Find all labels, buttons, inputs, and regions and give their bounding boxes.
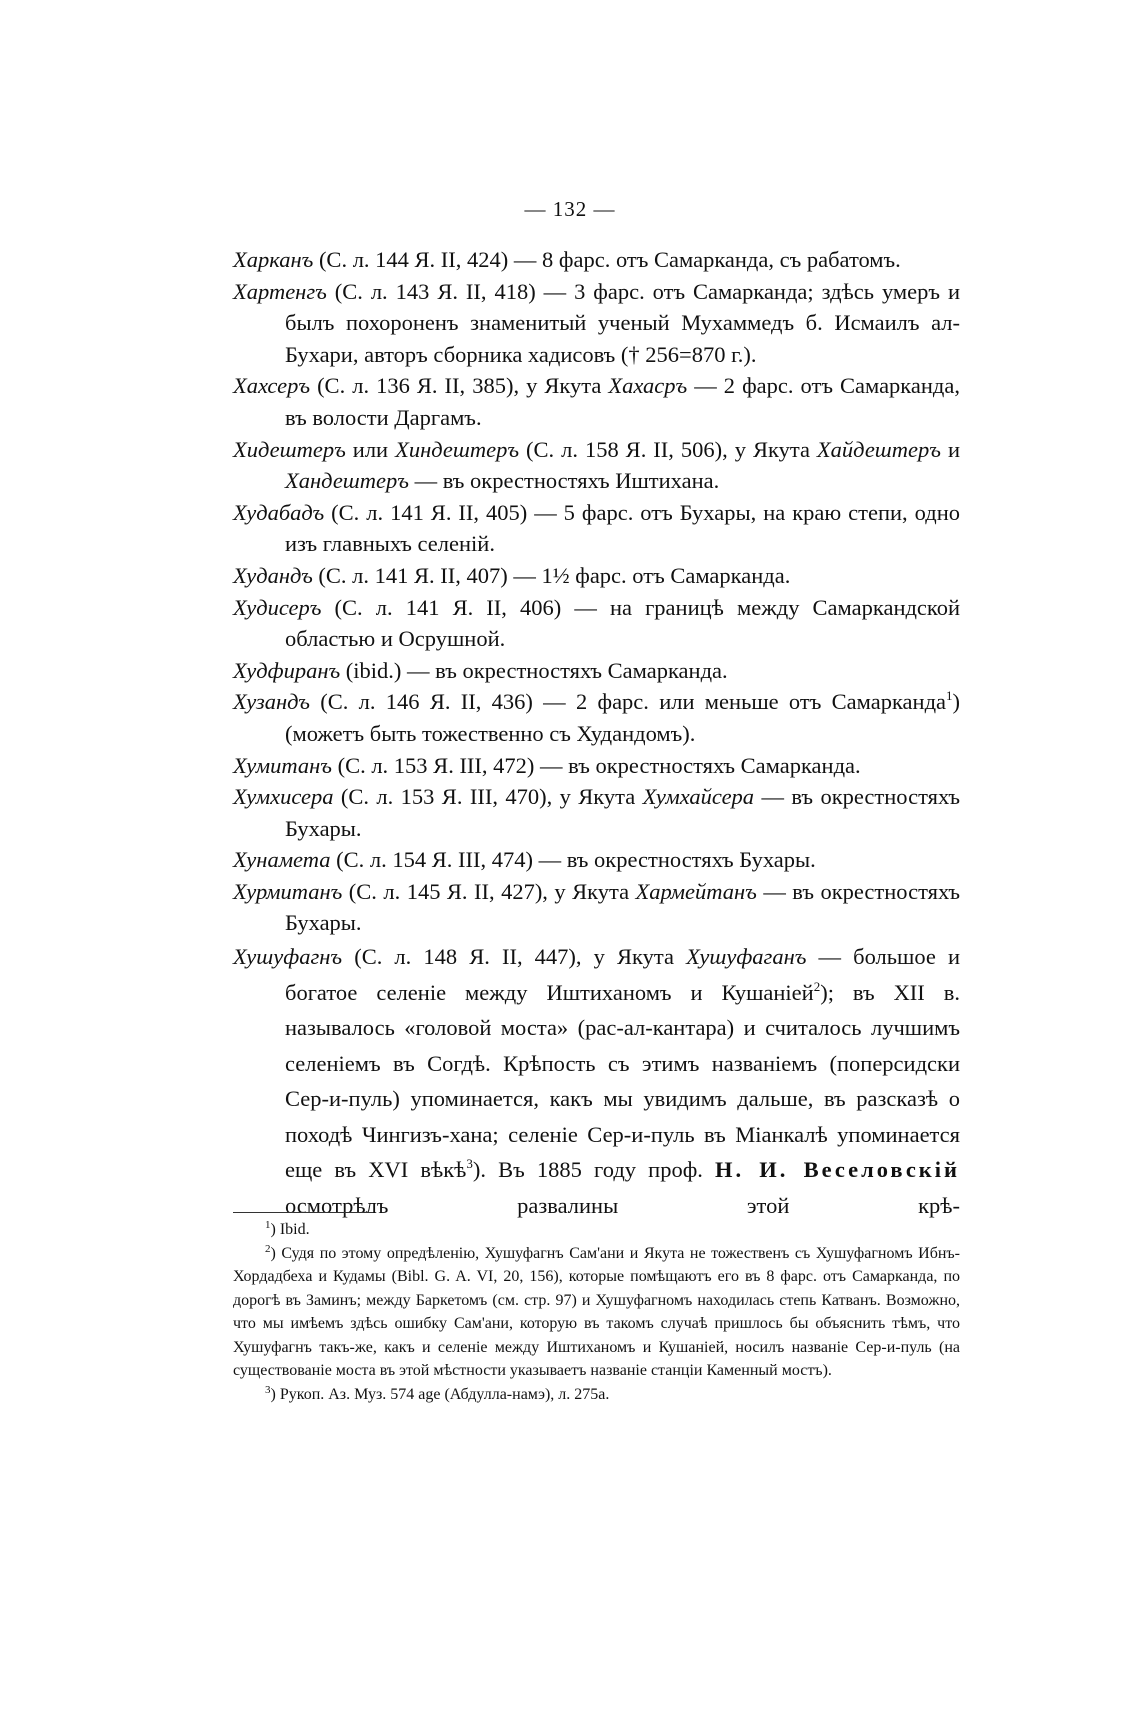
entry-khideshter	[233, 434, 960, 497]
footnote-text: ) Рукоп. Аз. Муз. 574 age (Абдулла-намэ), л. 275а.	[270, 1385, 610, 1403]
entry-term: Хузандъ	[233, 689, 310, 715]
entry-text: — въ окрестностяхъ Бухары.	[285, 784, 960, 841]
entry-term: Худандъ	[233, 562, 313, 588]
entry-text: (С. л. 141 Я. II, 407) — 1½ фарс. отъ Самарканда.	[312, 562, 791, 588]
entry-text: (С. л. 158 Я. II, 506), у Якута	[519, 436, 817, 462]
entry-text: (С. л. 141 Я. II, 406) — на границѣ между Самаркандской областью и Осрушной.	[285, 594, 960, 652]
entry-khudand	[233, 560, 960, 592]
footnote-text: ) Судя по этому опредѣленію, Хушуфагнъ Сам'ани и Якута не тожественъ съ Хушуфагномъ Ибнъ-Хордадбеха и Кудамы (Bibl. G. A. VI, 20, 156), которые помѣщаютъ его въ 8 фарс. отъ Самарканда, по дорогѣ въ Заминъ; между Баркетомъ (см. стр. 97) и Хушуфагномъ находилась степь Катванъ. Возможно, что мы имѣемъ здѣсь ошибку Сам'ани, которую въ такомъ случаѣ пришлось бы объяснить тѣмъ, что Хушуфагнъ такъ-же, какъ и селеніе между Иштиханомъ и Кушаніей, носилъ названіе Сер-и-пуль (на существованіе моста въ этой мѣстности указываетъ названіе станціи Каменный мостъ).	[233, 1244, 960, 1379]
footnote-mark: 3	[265, 1383, 271, 1396]
entry-term: Хушуфагнъ	[233, 944, 343, 970]
entry-term: Хидештеръ	[233, 436, 346, 462]
entry-term: Хунамета	[233, 847, 331, 873]
entry-text: (С. л. 146 Я. II, 436) — 2 фарс. или меньше отъ Самарканда	[309, 689, 946, 715]
footnote-3	[233, 1383, 960, 1407]
entry-term: Харканъ	[233, 247, 314, 272]
entry-text: или	[345, 436, 396, 462]
yakut-variant: Хайдештеръ	[816, 436, 941, 462]
entry-text: (С. л. 154 Я. III, 474) — въ окрестностяхъ Бухары.	[330, 847, 816, 873]
entry-text: (С. л. 143 Я. II, 418) — 3 фарс. отъ Самарканда; здѣсь умеръ и былъ похороненъ знаменитый ученый Мухаммедъ б. Исмаилъ ал-Бухари, авторъ сборника хадисовъ († 256=870 г.).	[285, 278, 960, 367]
entry-term: Худисеръ	[233, 594, 322, 620]
footnote-1	[233, 1218, 960, 1242]
entry-term: Хурмитанъ	[233, 878, 343, 904]
entry-text: ) (можетъ быть тожественно съ Худандомъ).	[285, 689, 960, 746]
yakut-variant: Хармейтанъ	[635, 878, 757, 904]
entry-text: — большое и богатое селеніе между Иштиханомъ и Кушаніей	[285, 944, 960, 1005]
entry-text: (С. л. 144 Я. II, 424) — 8 фарс. отъ Самарканда, съ рабатомъ.	[313, 247, 901, 272]
entry-text: — въ окрестностяхъ Бухары.	[285, 878, 960, 936]
page-number: — 132 —	[524, 197, 616, 221]
entry-text: осмотрѣлъ развалины этой крѣ-	[285, 1192, 960, 1218]
entry-khumkhisera	[233, 781, 960, 844]
entry-khumitan	[233, 750, 960, 782]
entry-text: (ibid.) — въ окрестностяхъ Самарканда.	[340, 657, 728, 683]
footnote-mark: 1	[265, 1219, 271, 1231]
entry-term: Хартенгъ	[233, 278, 327, 304]
yakut-variant: Хандештеръ	[285, 468, 409, 494]
footnote-ref[interactable]: 3	[466, 1156, 473, 1172]
entry-khudabad	[233, 497, 960, 560]
entry-text: (С. л. 136 Я. II, 385), у Якута	[310, 373, 609, 399]
variant-term: Хиндештеръ	[395, 436, 520, 462]
entry-term: Хумхисера	[233, 784, 334, 810]
footnote-text: ) Ibid.	[270, 1221, 310, 1238]
gazetteer-entries	[233, 244, 960, 1223]
entry-text: и	[940, 436, 960, 462]
entry-term: Хумитанъ	[233, 752, 332, 778]
entry-khurmitan	[233, 876, 960, 939]
entry-text: (С. л. 141 Я. II, 405) — 5 фарс. отъ Бухары, на краю степи, одно изъ главныхъ селеній.	[285, 499, 960, 557]
entry-text: (С. л. 145 Я. II, 427), у Якута	[342, 878, 636, 904]
entry-text: — 2 фарс. отъ Самарканда, въ волости Даргамъ.	[285, 373, 960, 430]
footnotes	[233, 1218, 960, 1406]
entry-text: ). Въ 1885 году проф.	[472, 1157, 716, 1183]
footnote-divider	[233, 1212, 373, 1213]
footnote-ref[interactable]: 1	[946, 688, 953, 704]
entry-khartenk	[233, 276, 960, 371]
entry-term: Худабадъ	[233, 499, 325, 525]
yakut-variant: Хахасръ	[608, 373, 688, 399]
entry-text: (С. л. 148 Я. II, 447), у Якута	[342, 944, 687, 970]
yakut-variant: Хушуфаганъ	[686, 944, 807, 970]
footnote-2	[233, 1242, 960, 1383]
entry-text: ); въ XII в. называлось «головой моста» (рас-ал-кантара) и считалось лучшимъ селеніемъ въ Согдѣ. Крѣпость съ этимъ названіемъ (поперсидски Сер-и-пуль) упоминается, какъ мы увидимъ дальше, въ разсказѣ о походѣ Чингизъ-хана; селеніе Сер-и-пуль въ Міанкалѣ упоминается еще въ XVI вѣкѣ	[285, 979, 960, 1183]
entry-term: Худфиранъ	[233, 657, 341, 683]
entry-text: (С. л. 153 Я. III, 472) — въ окрестностяхъ Самарканда.	[331, 752, 861, 778]
entry-khuzand	[233, 686, 960, 749]
entry-khudfiran	[233, 655, 960, 687]
entry-khunameta	[233, 844, 960, 876]
footnote-mark: 2	[265, 1242, 271, 1255]
entry-kharkan	[233, 244, 960, 276]
author-name: Н. И. Веселовскій	[715, 1157, 960, 1183]
entry-text: (С. л. 153 Я. III, 470), у Якута	[333, 784, 643, 810]
footnote-ref[interactable]: 2	[813, 978, 821, 994]
entry-khudiser	[233, 592, 960, 655]
yakut-variant: Хумхайсера	[642, 784, 755, 810]
entry-term: Хахсеръ	[233, 373, 311, 399]
entry-khushufagn	[233, 939, 960, 1223]
entry-khakhser	[233, 370, 960, 433]
entry-text: — въ окрестностяхъ Иштихана.	[408, 468, 720, 494]
